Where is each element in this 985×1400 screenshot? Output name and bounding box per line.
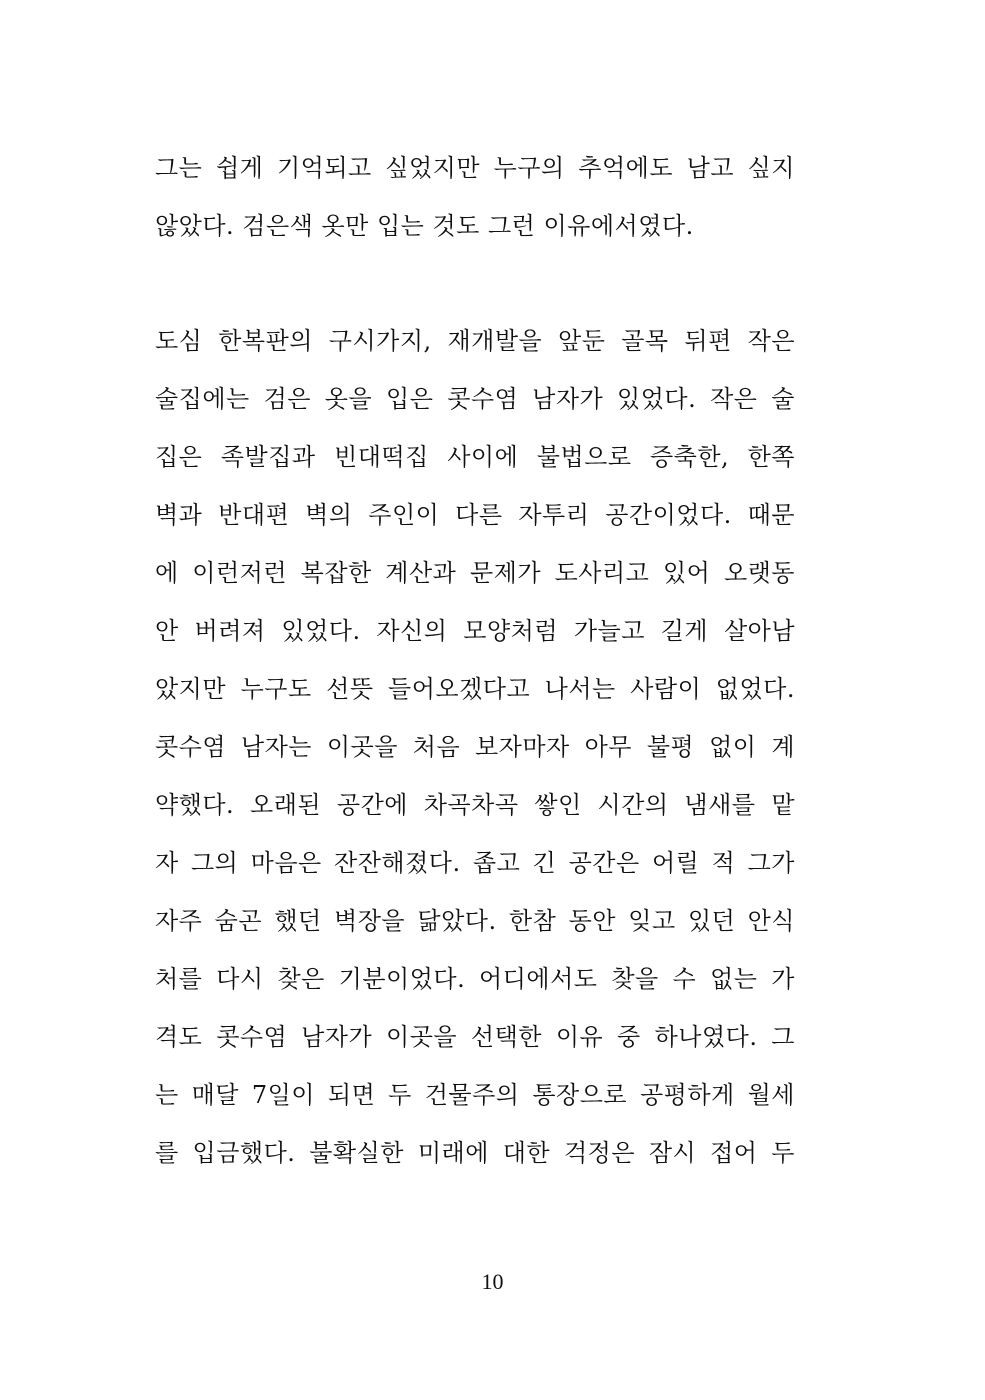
text-line: 처를 다시 찾은 기분이었다. 어디에서도 찾을 수 없는 가 bbox=[155, 965, 795, 993]
text-line: 도심 한복판의 구시가지, 재개발을 앞둔 골목 뒤편 작은 bbox=[155, 327, 795, 355]
text-line: 를 입금했다. 불확실한 미래에 대한 걱정은 잠시 접어 두 bbox=[155, 1139, 795, 1167]
paragraph-body bbox=[155, 312, 795, 1182]
text-line: 약했다. 오래된 공간에 차곡차곡 쌓인 시간의 냄새를 맡 bbox=[155, 791, 795, 819]
paragraph-intro bbox=[155, 139, 795, 255]
text-line: 집은 족발집과 빈대떡집 사이에 불법으로 증축한, 한쪽 bbox=[155, 443, 795, 471]
text-line: 는 매달 7일이 되면 두 건물주의 통장으로 공평하게 월세 bbox=[155, 1081, 795, 1109]
text-line: 았지만 누구도 선뜻 들어오겠다고 나서는 사람이 없었다. bbox=[155, 675, 795, 703]
text-line: 안 버려져 있었다. 자신의 모양처럼 가늘고 길게 살아남 bbox=[155, 617, 795, 645]
text-line: 콧수염 남자는 이곳을 처음 보자마자 아무 불평 없이 계 bbox=[155, 733, 795, 761]
text-line: 벽과 반대편 벽의 주인이 다른 자투리 공간이었다. 때문 bbox=[155, 501, 795, 529]
text-line: 에 이런저런 복잡한 계산과 문제가 도사리고 있어 오랫동 bbox=[155, 559, 795, 587]
text-line: 격도 콧수염 남자가 이곳을 선택한 이유 중 하나였다. 그 bbox=[155, 1023, 795, 1051]
text-line: 그는 쉽게 기억되고 싶었지만 누구의 추억에도 남고 싶지 bbox=[155, 154, 795, 182]
text-line: 않았다. 검은색 옷만 입는 것도 그런 이유에서였다. bbox=[155, 212, 694, 240]
text-line: 술집에는 검은 옷을 입은 콧수염 남자가 있었다. 작은 술 bbox=[155, 385, 795, 413]
text-line: 자 그의 마음은 잔잔해졌다. 좁고 긴 공간은 어릴 적 그가 bbox=[155, 849, 795, 877]
page-number: 10 bbox=[481, 1269, 504, 1294]
text-line: 자주 숨곤 했던 벽장을 닮았다. 한참 동안 잊고 있던 안식 bbox=[155, 907, 795, 935]
